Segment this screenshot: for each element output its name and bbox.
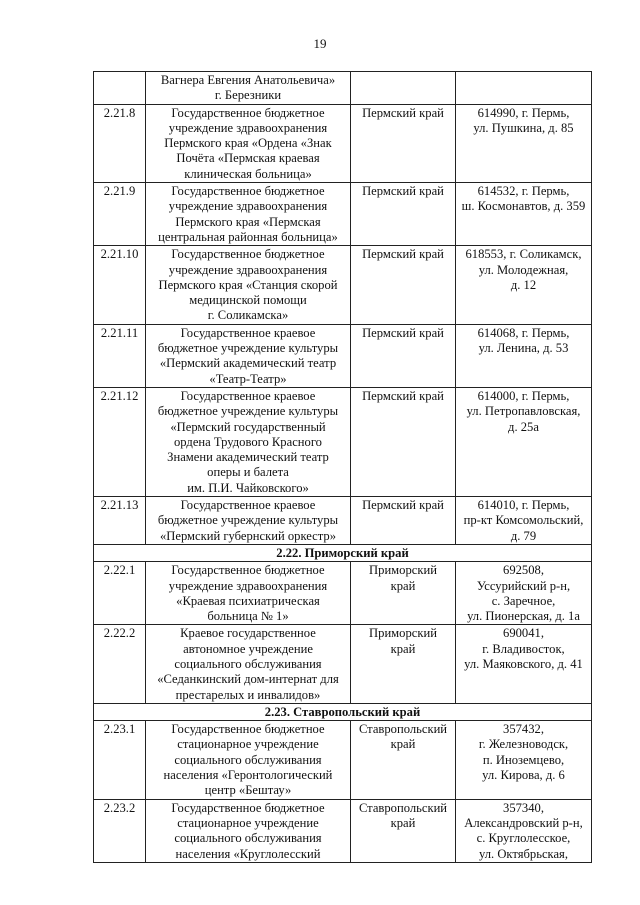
- table-row: [94, 497, 592, 545]
- address-line: п. Иноземцево,: [482, 752, 565, 767]
- institution-name-line: социального обслуживания: [174, 752, 322, 767]
- institution-name-cell: [146, 104, 351, 182]
- region-line: край: [390, 641, 416, 656]
- address-line: [459, 73, 588, 88]
- region-cell: [351, 562, 456, 625]
- institution-name-line: «Седанкинский дом-интернат для: [157, 672, 339, 687]
- address-cell: [456, 721, 592, 799]
- institution-name-line: бюджетное учреждение культуры: [157, 341, 339, 356]
- institution-name-line: учреждение здравоохранения: [168, 578, 328, 593]
- row-number: [94, 72, 146, 105]
- address-line: 614000, г. Пермь,: [477, 388, 570, 403]
- institution-name-cell: [146, 562, 351, 625]
- region-line: Пермский край: [362, 325, 444, 340]
- address-cell: [456, 387, 592, 496]
- institution-name-line: «Театр-Театр»: [209, 371, 287, 386]
- region-line: Приморский: [369, 563, 437, 578]
- address-cell: [456, 562, 592, 625]
- institution-name-line: Государственное бюджетное: [171, 184, 325, 199]
- institution-name-line: «Краевая психиатрическая: [176, 593, 320, 608]
- address-line: ул. Октябрьская,: [479, 846, 568, 861]
- institution-name-line: бюджетное учреждение культуры: [157, 513, 339, 528]
- institution-name-line: Государственное бюджетное: [171, 247, 325, 262]
- institution-name-line: центральная районная больница»: [158, 229, 338, 244]
- institution-name-cell: [146, 799, 351, 862]
- institution-name-line: Государственное бюджетное: [171, 800, 325, 815]
- institution-name-line: учреждение здравоохранения: [168, 120, 328, 135]
- institution-name-line: «Пермский академический театр: [159, 356, 337, 371]
- institution-name-line: Государственное бюджетное: [171, 722, 325, 737]
- table-row: [94, 387, 592, 496]
- region-cell: [351, 183, 456, 246]
- table-body: [94, 72, 592, 863]
- institution-name-line: им. П.И. Чайковского»: [187, 480, 309, 495]
- region-cell: [351, 246, 456, 324]
- institution-name-line: социального обслуживания: [174, 831, 322, 846]
- institution-name-line: стационарное учреждение: [177, 815, 319, 830]
- table-row: [94, 104, 592, 182]
- institution-name-line: ордена Трудового Красного: [174, 434, 322, 449]
- table-row: [94, 72, 592, 105]
- row-number: 2.21.10: [94, 246, 146, 324]
- address-line: Александровский р-н,: [464, 815, 583, 830]
- address-line: г. Железноводск,: [478, 737, 569, 752]
- institution-name-cell: [146, 324, 351, 387]
- institution-name-cell: [146, 721, 351, 799]
- address-cell: [456, 104, 592, 182]
- institution-name-cell: [146, 72, 351, 105]
- institution-name-line: оперы и балета: [207, 465, 289, 480]
- address-line: 618553, г. Соликамск,: [465, 247, 582, 262]
- section-heading-row: [94, 703, 592, 720]
- region-cell: [351, 324, 456, 387]
- institution-name-cell: [146, 625, 351, 703]
- region-cell: [351, 625, 456, 703]
- institution-name-cell: [146, 246, 351, 324]
- institution-name-line: Пермского края «Ордена «Знак: [164, 136, 332, 151]
- institution-name-line: Государственное краевое: [180, 388, 316, 403]
- region-line: Пермский край: [362, 388, 444, 403]
- table-row: [94, 625, 592, 703]
- table-row: [94, 246, 592, 324]
- address-line: г. Владивосток,: [482, 641, 565, 656]
- institution-name-line: учреждение здравоохранения: [168, 262, 328, 277]
- row-number: 2.21.11: [94, 324, 146, 387]
- address-line: 357340,: [503, 800, 544, 815]
- address-cell: [456, 72, 592, 105]
- institution-name-line: центр «Бештау»: [204, 783, 292, 798]
- address-cell: [456, 324, 592, 387]
- institution-name-line: Краевое государственное: [180, 626, 316, 641]
- address-line: д. 79: [510, 528, 537, 543]
- institution-name-line: Пермского края «Пермская: [175, 214, 321, 229]
- address-line: ул. Молодежная,: [478, 262, 569, 277]
- institution-name-line: «Пермский губернский оркестр»: [159, 528, 337, 543]
- address-line: Уссурийский р-н,: [476, 578, 571, 593]
- institution-name-line: престарелых и инвалидов»: [175, 687, 321, 702]
- institution-name-line: Знамени академический театр: [167, 450, 329, 465]
- region-line: Приморский: [369, 626, 437, 641]
- address-line: 614010, г. Пермь,: [477, 498, 570, 513]
- row-number: 2.21.9: [94, 183, 146, 246]
- institution-name-line: г. Березники: [214, 88, 282, 103]
- institutions-table: [93, 71, 592, 863]
- region-line: [354, 73, 452, 88]
- address-line: 614990, г. Пермь,: [477, 105, 570, 120]
- region-line: Пермский край: [362, 498, 444, 513]
- institution-name-line: Государственное бюджетное: [171, 105, 325, 120]
- institution-name-line: Почёта «Пермская краевая: [176, 151, 320, 166]
- address-line: ул. Пушкина, д. 85: [473, 120, 574, 135]
- institution-name-line: стационарное учреждение: [177, 737, 319, 752]
- address-line: 614068, г. Пермь,: [477, 325, 570, 340]
- region-line: Пермский край: [362, 105, 444, 120]
- institution-name-line: клиническая больница»: [184, 166, 312, 181]
- region-line: Пермский край: [362, 184, 444, 199]
- institution-name-line: медицинской помощи: [189, 293, 307, 308]
- address-line: 690041,: [503, 626, 544, 641]
- region-cell: [351, 799, 456, 862]
- address-cell: [456, 625, 592, 703]
- address-line: 692508,: [503, 563, 544, 578]
- region-line: Ставропольский: [358, 722, 448, 737]
- institution-name-line: учреждение здравоохранения: [168, 199, 328, 214]
- row-number: 2.21.12: [94, 387, 146, 496]
- region-line: край: [390, 578, 416, 593]
- address-line: ш. Космонавтов, д. 359: [461, 199, 586, 214]
- institution-name-line: Государственное краевое: [180, 498, 316, 513]
- region-line: край: [390, 815, 416, 830]
- table-row: [94, 183, 592, 246]
- address-line: 614532, г. Пермь,: [477, 184, 570, 199]
- section-heading: 2.22. Приморский край: [94, 544, 592, 561]
- institution-name-line: Государственное краевое: [180, 325, 316, 340]
- row-number: 2.22.2: [94, 625, 146, 703]
- table-row: [94, 799, 592, 862]
- table-row: [94, 324, 592, 387]
- institution-name-line: населения «Круглолесский: [175, 846, 321, 861]
- row-number: 2.21.8: [94, 104, 146, 182]
- address-line: д. 12: [510, 277, 537, 292]
- region-cell: [351, 387, 456, 496]
- institution-name-line: Государственное бюджетное: [171, 563, 325, 578]
- institution-name-line: Вагнера Евгения Анатольевича»: [160, 73, 336, 87]
- region-cell: [351, 104, 456, 182]
- institution-name-cell: [146, 497, 351, 545]
- address-line: ул. Петропавловская,: [466, 404, 581, 419]
- address-line: д. 25а: [508, 419, 539, 434]
- institution-name-line: «Пермский государственный: [170, 419, 326, 434]
- section-heading-row: [94, 544, 592, 561]
- institution-name-line: населения «Геронтологический: [163, 768, 333, 783]
- institution-name-line: социального обслуживания: [174, 656, 322, 671]
- row-number: 2.22.1: [94, 562, 146, 625]
- region-line: край: [390, 737, 416, 752]
- address-line: ул. Кирова, д. 6: [482, 768, 565, 783]
- table-row: [94, 562, 592, 625]
- address-line: с. Заречное,: [491, 593, 556, 608]
- address-line: 357432,: [503, 722, 544, 737]
- address-cell: [456, 183, 592, 246]
- address-line: ул. Маяковского, д. 41: [464, 656, 583, 671]
- region-cell: [351, 72, 456, 105]
- address-line: с. Круглолесское,: [476, 831, 571, 846]
- institution-name-line: автономное учреждение: [183, 641, 313, 656]
- address-line: пр-кт Комсомольский,: [463, 513, 584, 528]
- address-line: ул. Пионерская, д. 1а: [467, 609, 580, 624]
- institution-name-cell: [146, 387, 351, 496]
- region-cell: [351, 721, 456, 799]
- region-line: Ставропольский: [358, 800, 448, 815]
- section-heading: 2.23. Ставропольский край: [94, 703, 592, 720]
- address-cell: [456, 799, 592, 862]
- row-number: 2.23.2: [94, 799, 146, 862]
- region-cell: [351, 497, 456, 545]
- institution-name-line: бюджетное учреждение культуры: [157, 404, 339, 419]
- table-row: [94, 721, 592, 799]
- page-number: 19: [313, 36, 327, 51]
- row-number: 2.21.13: [94, 497, 146, 545]
- institution-name-line: Пермского края «Станция скорой: [158, 277, 338, 292]
- institution-name-line: г. Соликамска»: [207, 308, 289, 323]
- address-line: ул. Ленина, д. 53: [478, 341, 569, 356]
- address-cell: [456, 246, 592, 324]
- address-cell: [456, 497, 592, 545]
- institution-name-cell: [146, 183, 351, 246]
- region-line: Пермский край: [362, 247, 444, 262]
- institution-name-line: больница № 1»: [207, 609, 289, 624]
- row-number: 2.23.1: [94, 721, 146, 799]
